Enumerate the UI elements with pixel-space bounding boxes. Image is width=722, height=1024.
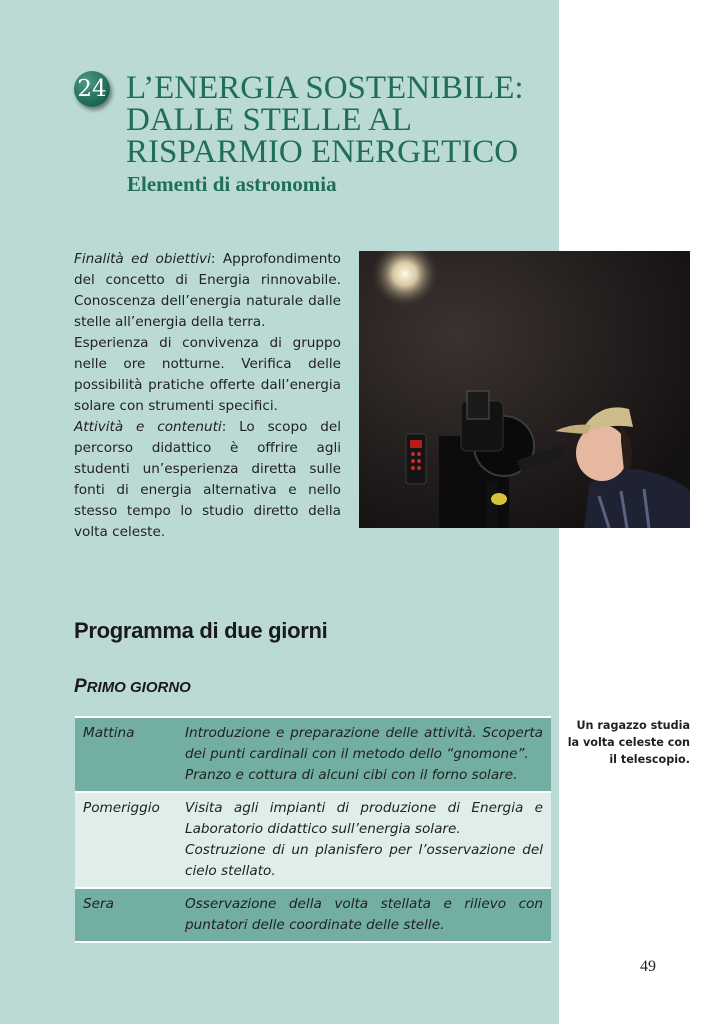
activities-label: Attività e contenuti	[74, 419, 222, 435]
photo-caption: Un ragazzo studia la volta celeste con il telescopio.	[567, 719, 690, 766]
chapter-title: L’ENERGIA SOSTENIBILE: DALLE STELLE AL RISPARMIO ENERGETICO	[126, 70, 524, 170]
schedule-time: Sera	[83, 896, 114, 912]
chapter-subtitle: Elementi di astronomia	[127, 172, 337, 196]
goals-text: : Approfondimento del concetto di Energia rinnovabile. Conoscenza dell’energia naturale dalle stelle all’energia della terra.	[74, 251, 341, 330]
telescope-photo	[359, 251, 690, 528]
schedule-row-afternoon	[75, 793, 551, 889]
day-title	[74, 676, 191, 698]
telescope-photo-image	[359, 251, 690, 528]
schedule-time: Mattina	[83, 725, 135, 741]
intro-text	[74, 249, 341, 543]
goals-label: Finalità ed obiettivi	[74, 251, 211, 267]
activities-paragraph	[74, 417, 341, 543]
activities-text: : Lo scopo del percorso didattico è offrire agli studenti un’esperienza diretta sulle fonti di energia alternativa e nello stesso tempo lo studio diretto della volta celeste.	[74, 419, 341, 540]
schedule-time: Pomeriggio	[83, 800, 160, 816]
schedule-description: Introduzione e preparazione delle attività. Scoperta dei punti cardinali con il metodo dello “gnomone”. Pranzo e cottura di alcuni cibi con il forno solare.	[185, 725, 543, 783]
program-title: Programma di due giorni	[74, 618, 328, 643]
chapter-number-badge: 24	[74, 71, 110, 107]
page-number: 49	[640, 958, 656, 975]
schedule-row-morning	[75, 718, 551, 793]
goals-paragraph-2: Esperienza di convivenza di gruppo nelle ore notturne. Verifica delle possibilità pratiche offerte dall’energia solare con strumenti specifici.	[74, 335, 341, 414]
schedule-description: Visita agli impianti di produzione di Energia e Laboratorio didattico sull’energia solare. Costruzione di un planisfero per l’osservazione del cielo stellato.	[185, 800, 543, 879]
goals-paragraph	[74, 249, 341, 333]
schedule-table	[75, 716, 551, 943]
day-title-initial: P	[74, 676, 87, 697]
schedule-description: Osservazione della volta stellata e rilievo con puntatori delle coordinate delle stelle.	[185, 896, 543, 933]
schedule-row-evening	[75, 889, 551, 943]
day-title-rest: RIMO GIORNO	[86, 679, 191, 696]
